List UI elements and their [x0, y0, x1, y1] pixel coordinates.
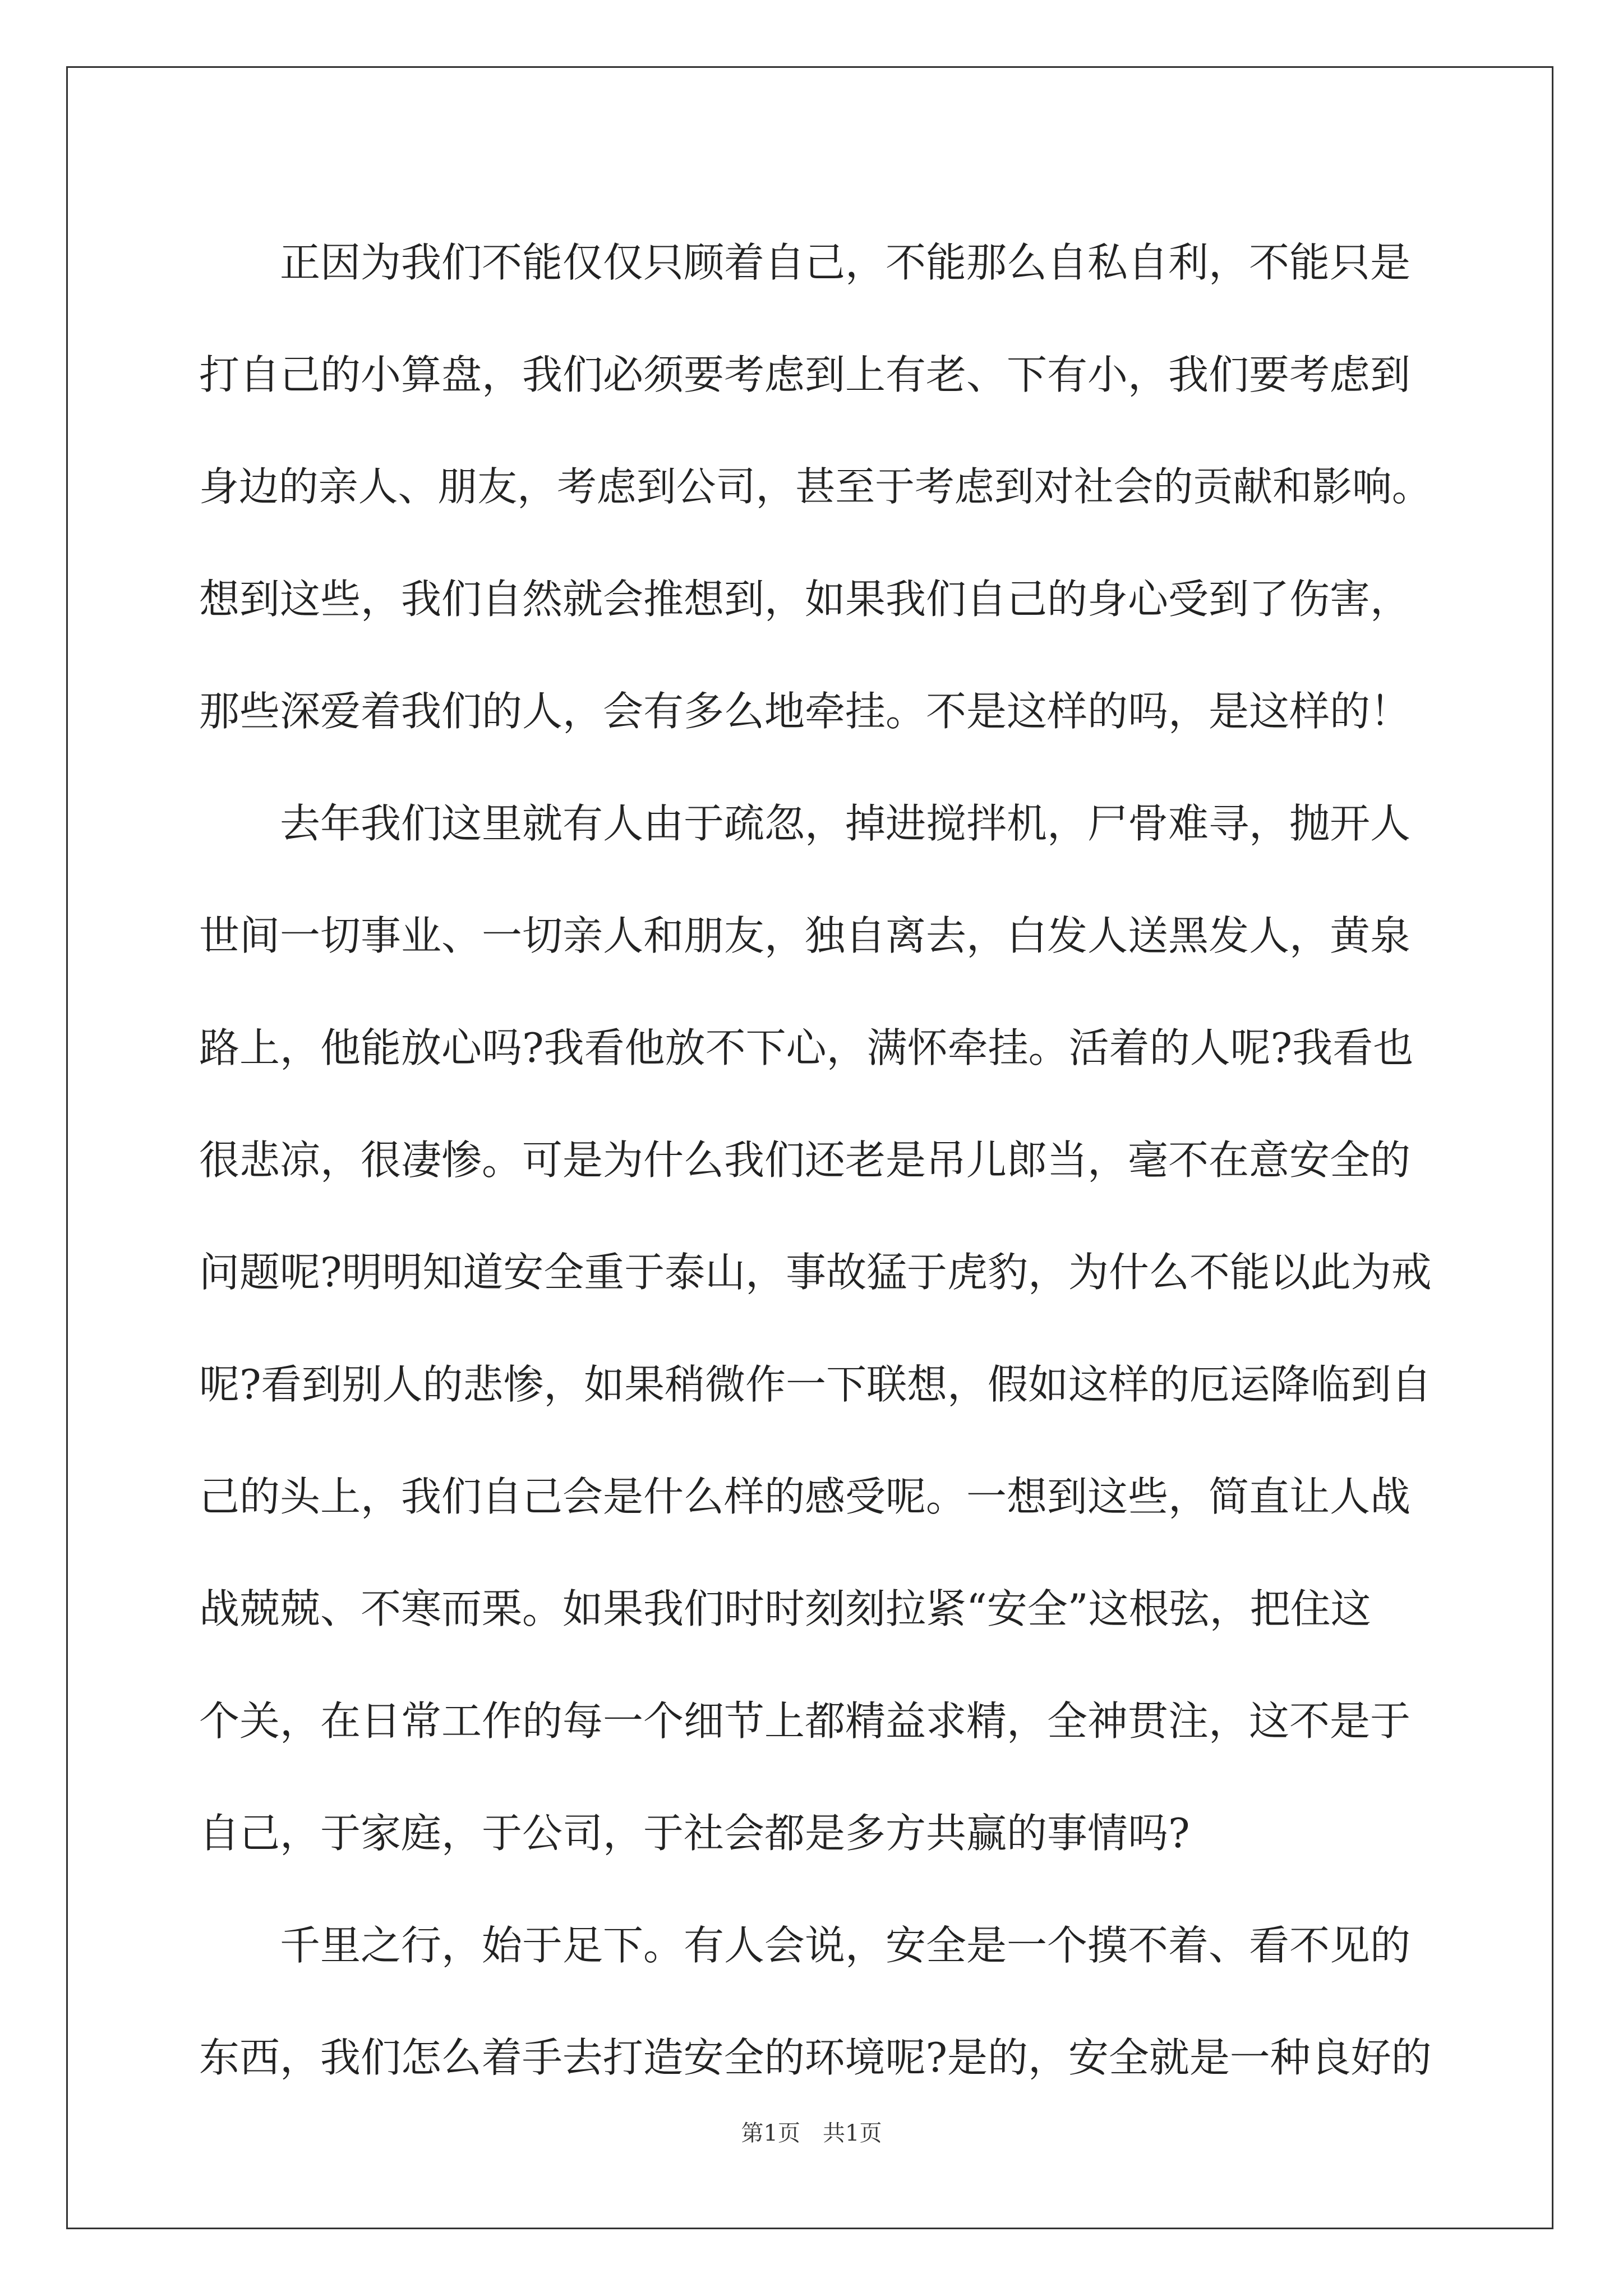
text-line: 打自己的小算盘，我们必须要考虑到上有老、下有小，我们要考虑到 [199, 351, 1411, 398]
text-line: 战兢兢、不寒而栗。如果我们时时刻刻拉紧“安全”这根弦，把住这 [199, 1585, 1371, 1632]
document-body [199, 206, 1432, 2114]
text-line: 千里之行，始于足下。有人会说，安全是一个摸不着、看不见的 [280, 1922, 1411, 1969]
text-line: 自己，于家庭，于公司，于社会都是多方共赢的事情吗? [199, 1810, 1190, 1857]
text-line: 正因为我们不能仅仅只顾着自己，不能那么自私自利，不能只是 [280, 239, 1411, 286]
text-line: 个关，在日常工作的每一个细节上都精益求精，全神贯注，这不是于 [199, 1697, 1411, 1745]
text-line: 问题呢?明明知道安全重于泰山，事故猛于虎豹，为什么不能以此为戒 [199, 1249, 1432, 1296]
text-line: 世间一切事业、一切亲人和朋友，独自离去，白发人送黑发人，黄泉 [199, 912, 1411, 959]
text-line: 去年我们这里就有人由于疏忽，掉进搅拌机，尸骨难寻，抛开人 [280, 800, 1411, 847]
text-line: 己的头上，我们自己会是什么样的感受呢。一想到这些，简直让人战 [199, 1473, 1411, 1520]
text-line: 身边的亲人、朋友，考虑到公司，甚至于考虑到对社会的贡献和影响。 [199, 463, 1432, 510]
text-line: 想到这些，我们自然就会推想到，如果我们自己的身心受到了伤害， [199, 576, 1411, 623]
text-line: 那些深爱着我们的人，会有多么地牵挂。不是这样的吗，是这样的！ [199, 688, 1411, 735]
text-line: 很悲凉，很凄惨。可是为什么我们还老是吊儿郎当，毫不在意安全的 [199, 1137, 1411, 1184]
text-line: 路上，他能放心吗?我看他放不下心，满怀牵挂。活着的人呢?我看也 [199, 1024, 1414, 1071]
text-line: 东西，我们怎么着手去打造安全的环境呢?是的，安全就是一种良好的 [199, 2034, 1432, 2081]
text-line: 呢?看到别人的悲惨，如果稍微作一下联想，假如这样的厄运降临到自 [199, 1361, 1432, 1408]
page-footer: 第1页 共1页 [741, 2120, 882, 2146]
